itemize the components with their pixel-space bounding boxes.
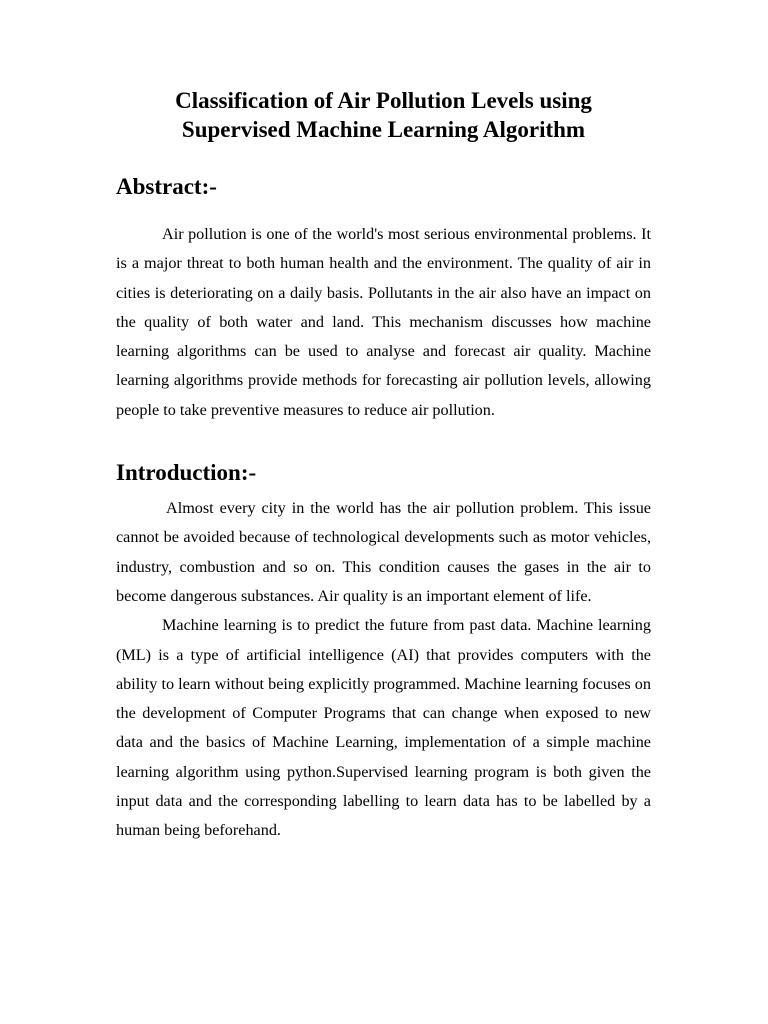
introduction-paragraph-1: Almost every city in the world has the air pollution problem. This issue cannot be avoided because of technological developments such as motor vehicles, industry, combustion and so on. This condition causes the gases in the air to become dangerous substances. Air quality is an important element of life. bbox=[116, 499, 651, 605]
abstract-heading: Abstract:- bbox=[116, 174, 217, 199]
document-page bbox=[116, 86, 651, 846]
abstract-paragraph: Air pollution is one of the world's most serious environmental problems. It is a major threat to both human health and the environment. The quality of air in cities is deteriorating on a daily basis. Pollutants in the air also have an impact on the quality of both water and land. This mechanism discusses how machine learning algorithms can be used to analyse and forecast air quality. Machine learning algorithms provide methods for forecasting air pollution levels, allowing people to take preventive measures to reduce air pollution. bbox=[116, 225, 651, 419]
paper-title-line-1: Classification of Air Pollution Levels using bbox=[175, 88, 592, 113]
introduction-heading: Introduction:- bbox=[116, 460, 257, 486]
paper-title-line-2: Supervised Machine Learning Algorithm bbox=[181, 117, 586, 142]
paper-title bbox=[116, 86, 651, 144]
introduction-paragraph-2: Machine learning is to predict the future from past data. Machine learning (ML) is a type of artificial intelligence (AI) that provides computers with the ability to learn without being explicitly programmed. Machine learning focuses on the development of Computer Programs that can change when exposed to new data and the basics of Machine Learning, implementation of a simple machine learning algorithm using python.Supervised learning program is both given the input data and the corresponding labelling to learn data has to be labelled by a human being beforehand. bbox=[116, 616, 651, 840]
